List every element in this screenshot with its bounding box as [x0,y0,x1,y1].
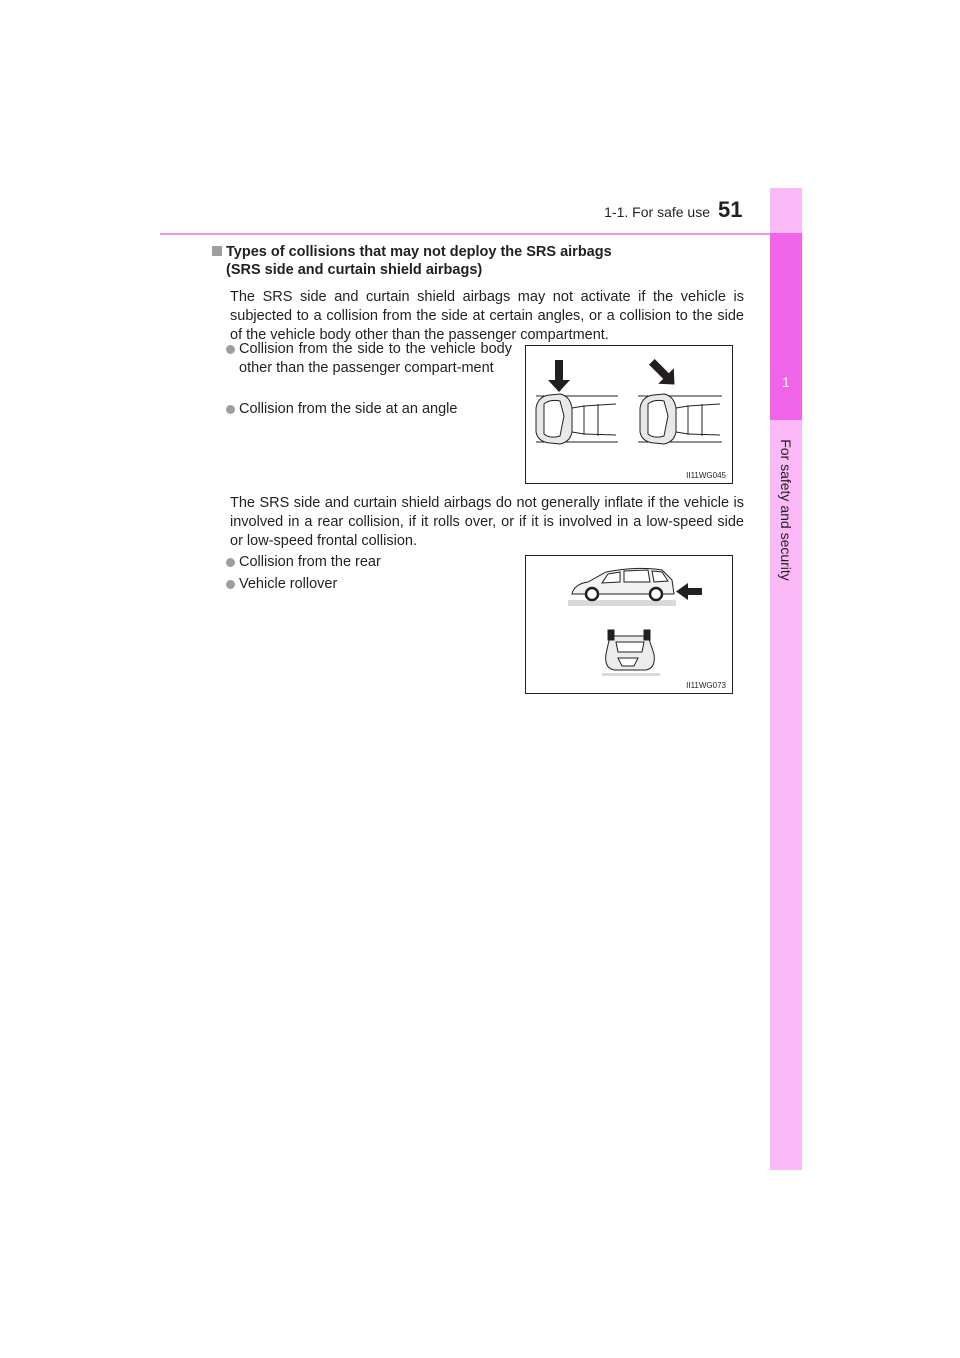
paragraph-no-inflate: The SRS side and curtain shield airbags do not generally inflate if the vehicle is involved in a rear collision, if it rolls over, or if it is involved in a low-speed side or low-speed frontal collision. [230,495,744,549]
running-header: 1-1. For safe use [604,204,710,220]
list-item: Collision from the rear [226,553,512,572]
section-title-line1: Types of collisions that may not deploy the SRS airbags [226,244,612,260]
chapter-number: 1 [782,374,790,390]
car-rollover-icon [602,630,660,676]
car-top-view-icon [536,394,618,444]
figure-code: II11WG073 [686,681,726,690]
side-collision-illustration [526,346,732,483]
figure-side-collision [525,345,733,484]
header-divider [160,233,802,235]
page-number: 51 [718,197,743,222]
car-side-view-icon [568,568,676,606]
bullet-icon [226,558,235,567]
section-title-line2: (SRS side and curtain shield airbags) [226,262,483,278]
figure-rear-rollover [525,555,733,694]
list-item: Collision from the side at an angle [226,400,512,419]
arrow-left-icon [676,583,702,600]
figure-code: II11WG045 [686,471,726,480]
arrow-down-icon [548,360,570,392]
bullet-icon [226,405,235,414]
car-top-view-icon [638,394,722,444]
list-item: Vehicle rollover [226,575,512,594]
chapter-tab-highlight [770,233,802,420]
bullet-icon [226,345,235,354]
chapter-label: For safety and security [778,439,794,581]
list-item: Collision from the side to the vehicle body other than the passenger compart-ment [226,340,512,378]
rear-rollover-illustration [526,556,732,693]
bullet-icon [226,580,235,589]
section-marker-icon [212,246,222,256]
arrow-diagonal-icon [644,354,682,392]
paragraph-side-activation: The SRS side and curtain shield airbags may not activate if the vehicle is subjected to a collision from the side at certain angles, or a collision to the side of the vehicle body other than the passenger compartment. [230,289,744,343]
section-title [226,243,612,279]
